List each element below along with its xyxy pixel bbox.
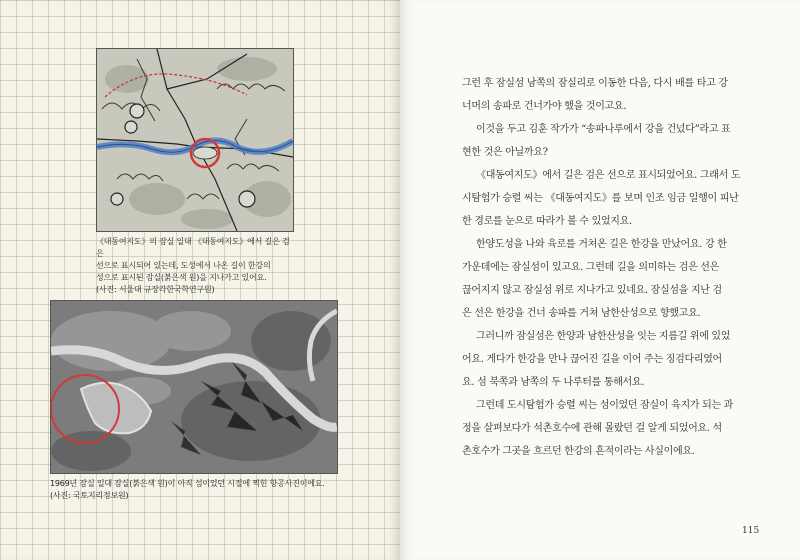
- figure2-caption: [50, 478, 350, 502]
- text-line: 요. 섬 북쪽과 남쪽의 두 나루터를 통해서요.: [462, 377, 645, 388]
- text-line: 너머의 송파로 건너가야 했을 것이고요.: [462, 101, 627, 112]
- text-line: 은 선은 한강을 건너 송파를 거쳐 남한산성으로 향했고요.: [462, 308, 701, 319]
- text-line: 촌호수가 그곳을 흐르던 한강의 흔적이라는 사실이에요.: [462, 446, 695, 457]
- figure1-caption-line: 선으로 표시되어 있는데, 도성에서 나온 길이 한강의: [96, 261, 271, 270]
- text-line: 끊어지지 않고 잠실섬 위로 지나가고 있네요. 잠실섬을 지난 검: [462, 285, 722, 296]
- figure1-caption-line: 《대동여지도》의 잠실 일대 《대동여지도》에서 길은 검은: [96, 237, 290, 258]
- text-line: 정을 살펴보다가 석촌호수에 관해 몰랐던 걸 알게 되었어요. 석: [462, 423, 722, 434]
- figure1-caption: [96, 236, 296, 296]
- text-line: 그러니까 잠실섬은 한양과 남한산성을 잇는 지름길 위에 있었: [476, 331, 731, 342]
- text-line: 그런 후 잠실섬 남쪽의 잠실리로 이동한 다음, 다시 배를 타고 강: [462, 78, 728, 89]
- figure1-caption-line: 성으로 표시된 잠실(붉은색 원)을 지나가고 있어요.: [96, 273, 267, 282]
- text-line: 그런데 도시탐험가 승렬 씨는 섬이었던 잠실이 육지가 되는 과: [476, 400, 734, 411]
- text-line: 어요. 게다가 한강을 만나 끊어진 길을 이어 주는 징검다리였어: [462, 354, 722, 365]
- aerial-photo-1969-image: [50, 300, 338, 474]
- daedongyeojido-map-image: [96, 48, 294, 232]
- text-line: 이것을 두고 김훈 작가가 “송파나루에서 강을 건넜다”라고 표: [476, 124, 731, 135]
- text-line: 《대동여지도》에서 길은 검은 선으로 표시되었어요. 그래서 도: [476, 170, 741, 181]
- figure2-credit: (사진: 국토지리정보원): [50, 491, 129, 500]
- figure1-credit: (사진: 서울대 규장각한국학연구원): [96, 285, 215, 294]
- text-line: 시탐험가 승렬 씨는 《대동여지도》를 보며 인조 임금 일행이 피난: [462, 193, 739, 204]
- text-line: 가운데에는 잠실섬이 있고요. 그런데 길을 의미하는 검은 선은: [462, 262, 720, 273]
- body-text: [462, 72, 780, 463]
- text-line: 한 경로를 눈으로 따라가 볼 수 있었지요.: [462, 216, 632, 227]
- text-line: 현한 것은 아닐까요?: [462, 147, 548, 158]
- figure2-caption-line: 1969년 잠실 일대 잠실(붉은색 원)이 아직 섬이었던 시절에 찍힌 항공사진이에요.: [50, 479, 325, 488]
- page-number: 115: [742, 526, 760, 536]
- text-line: 한양도성을 나와 육로를 거쳐온 길은 한강을 만났어요. 강 한: [476, 239, 727, 250]
